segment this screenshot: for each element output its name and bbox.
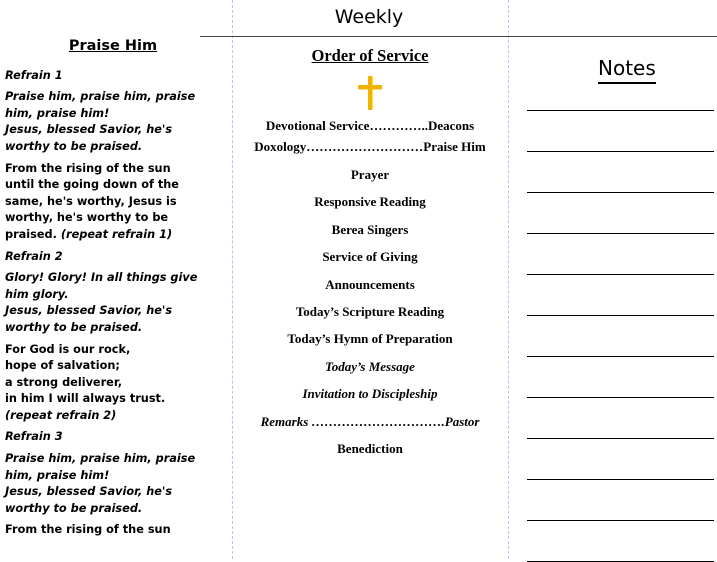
notes-writing-line	[527, 438, 714, 439]
page-header-title: Weekly	[334, 6, 404, 28]
repeat-note: (repeat refrain 1)	[60, 227, 173, 241]
service-item: Prayer	[350, 167, 390, 182]
notes-writing-line	[527, 397, 714, 398]
refrain-text: Praise him, praise him, praise him, praise him! Jesus, blessed Savior, he's worthy to be praised.	[5, 90, 196, 153]
service-item: Remarks ………………………….Pastor	[260, 413, 480, 429]
notes-writing-line	[527, 479, 714, 480]
header-rule	[200, 36, 717, 37]
repeat-note: (repeat refrain 2)	[5, 408, 117, 422]
service-item: Responsive Reading	[314, 194, 426, 210]
verse-text: From the rising of the sun until the going down of the same, he's worthy, Jesus is worthy, he's worthy to be praised. (repeat refrain 1)	[5, 161, 179, 241]
service-item: Today’s Message	[325, 358, 415, 374]
hymn-title: Praise Him	[68, 38, 158, 54]
notes-writing-line	[527, 356, 714, 357]
service-item: Berea Singers	[331, 221, 409, 237]
verse-text: From the rising of the sun	[5, 523, 171, 537]
notes-writing-line	[527, 233, 714, 234]
notes-writing-line	[527, 274, 714, 275]
notes-writing-line	[527, 192, 714, 193]
service-item: Benediction	[337, 440, 403, 456]
service-item: Invitation to Discipleship	[302, 386, 438, 402]
service-item: Today’s Scripture Reading	[295, 303, 445, 319]
refrain-text: Praise him, praise him, praise him, praise him! Jesus, blessed Savior, he's worthy to be praised.	[5, 452, 196, 515]
cross-icon	[358, 76, 382, 110]
notes-writing-line	[527, 315, 714, 316]
panel-divider-right	[508, 0, 509, 559]
refrain-label: Refrain 3	[5, 430, 63, 444]
hymn-panel	[5, 38, 201, 544]
notes-title: Notes	[598, 56, 656, 84]
service-list	[232, 116, 508, 466]
refrain-label: Refrain 2	[5, 249, 63, 263]
service-item: Today’s Hymn of Preparation	[287, 331, 453, 347]
hymn-body	[5, 68, 201, 539]
verse-text: For God is our rock, hope of salvation; a strong deliverer, in him I will always trust. (repeat refrain 2)	[5, 342, 166, 422]
refrain-label: Refrain 1	[5, 68, 63, 82]
notes-writing-line	[527, 110, 714, 111]
notes-writing-line	[527, 151, 714, 152]
notes-writing-line	[527, 520, 714, 521]
service-item: Doxology………………………Praise Him	[254, 139, 486, 154]
refrain-text: Glory! Glory! In all things give him glory. Jesus, blessed Savior, he's worthy to be praised.	[5, 271, 198, 334]
service-item: Devotional Service…………..Deacons	[265, 118, 475, 133]
order-of-service-title: Order of Service	[311, 46, 429, 65]
service-item: Announcements	[325, 276, 415, 292]
order-of-service-panel	[232, 46, 508, 466]
service-item: Service of Giving	[322, 249, 418, 265]
